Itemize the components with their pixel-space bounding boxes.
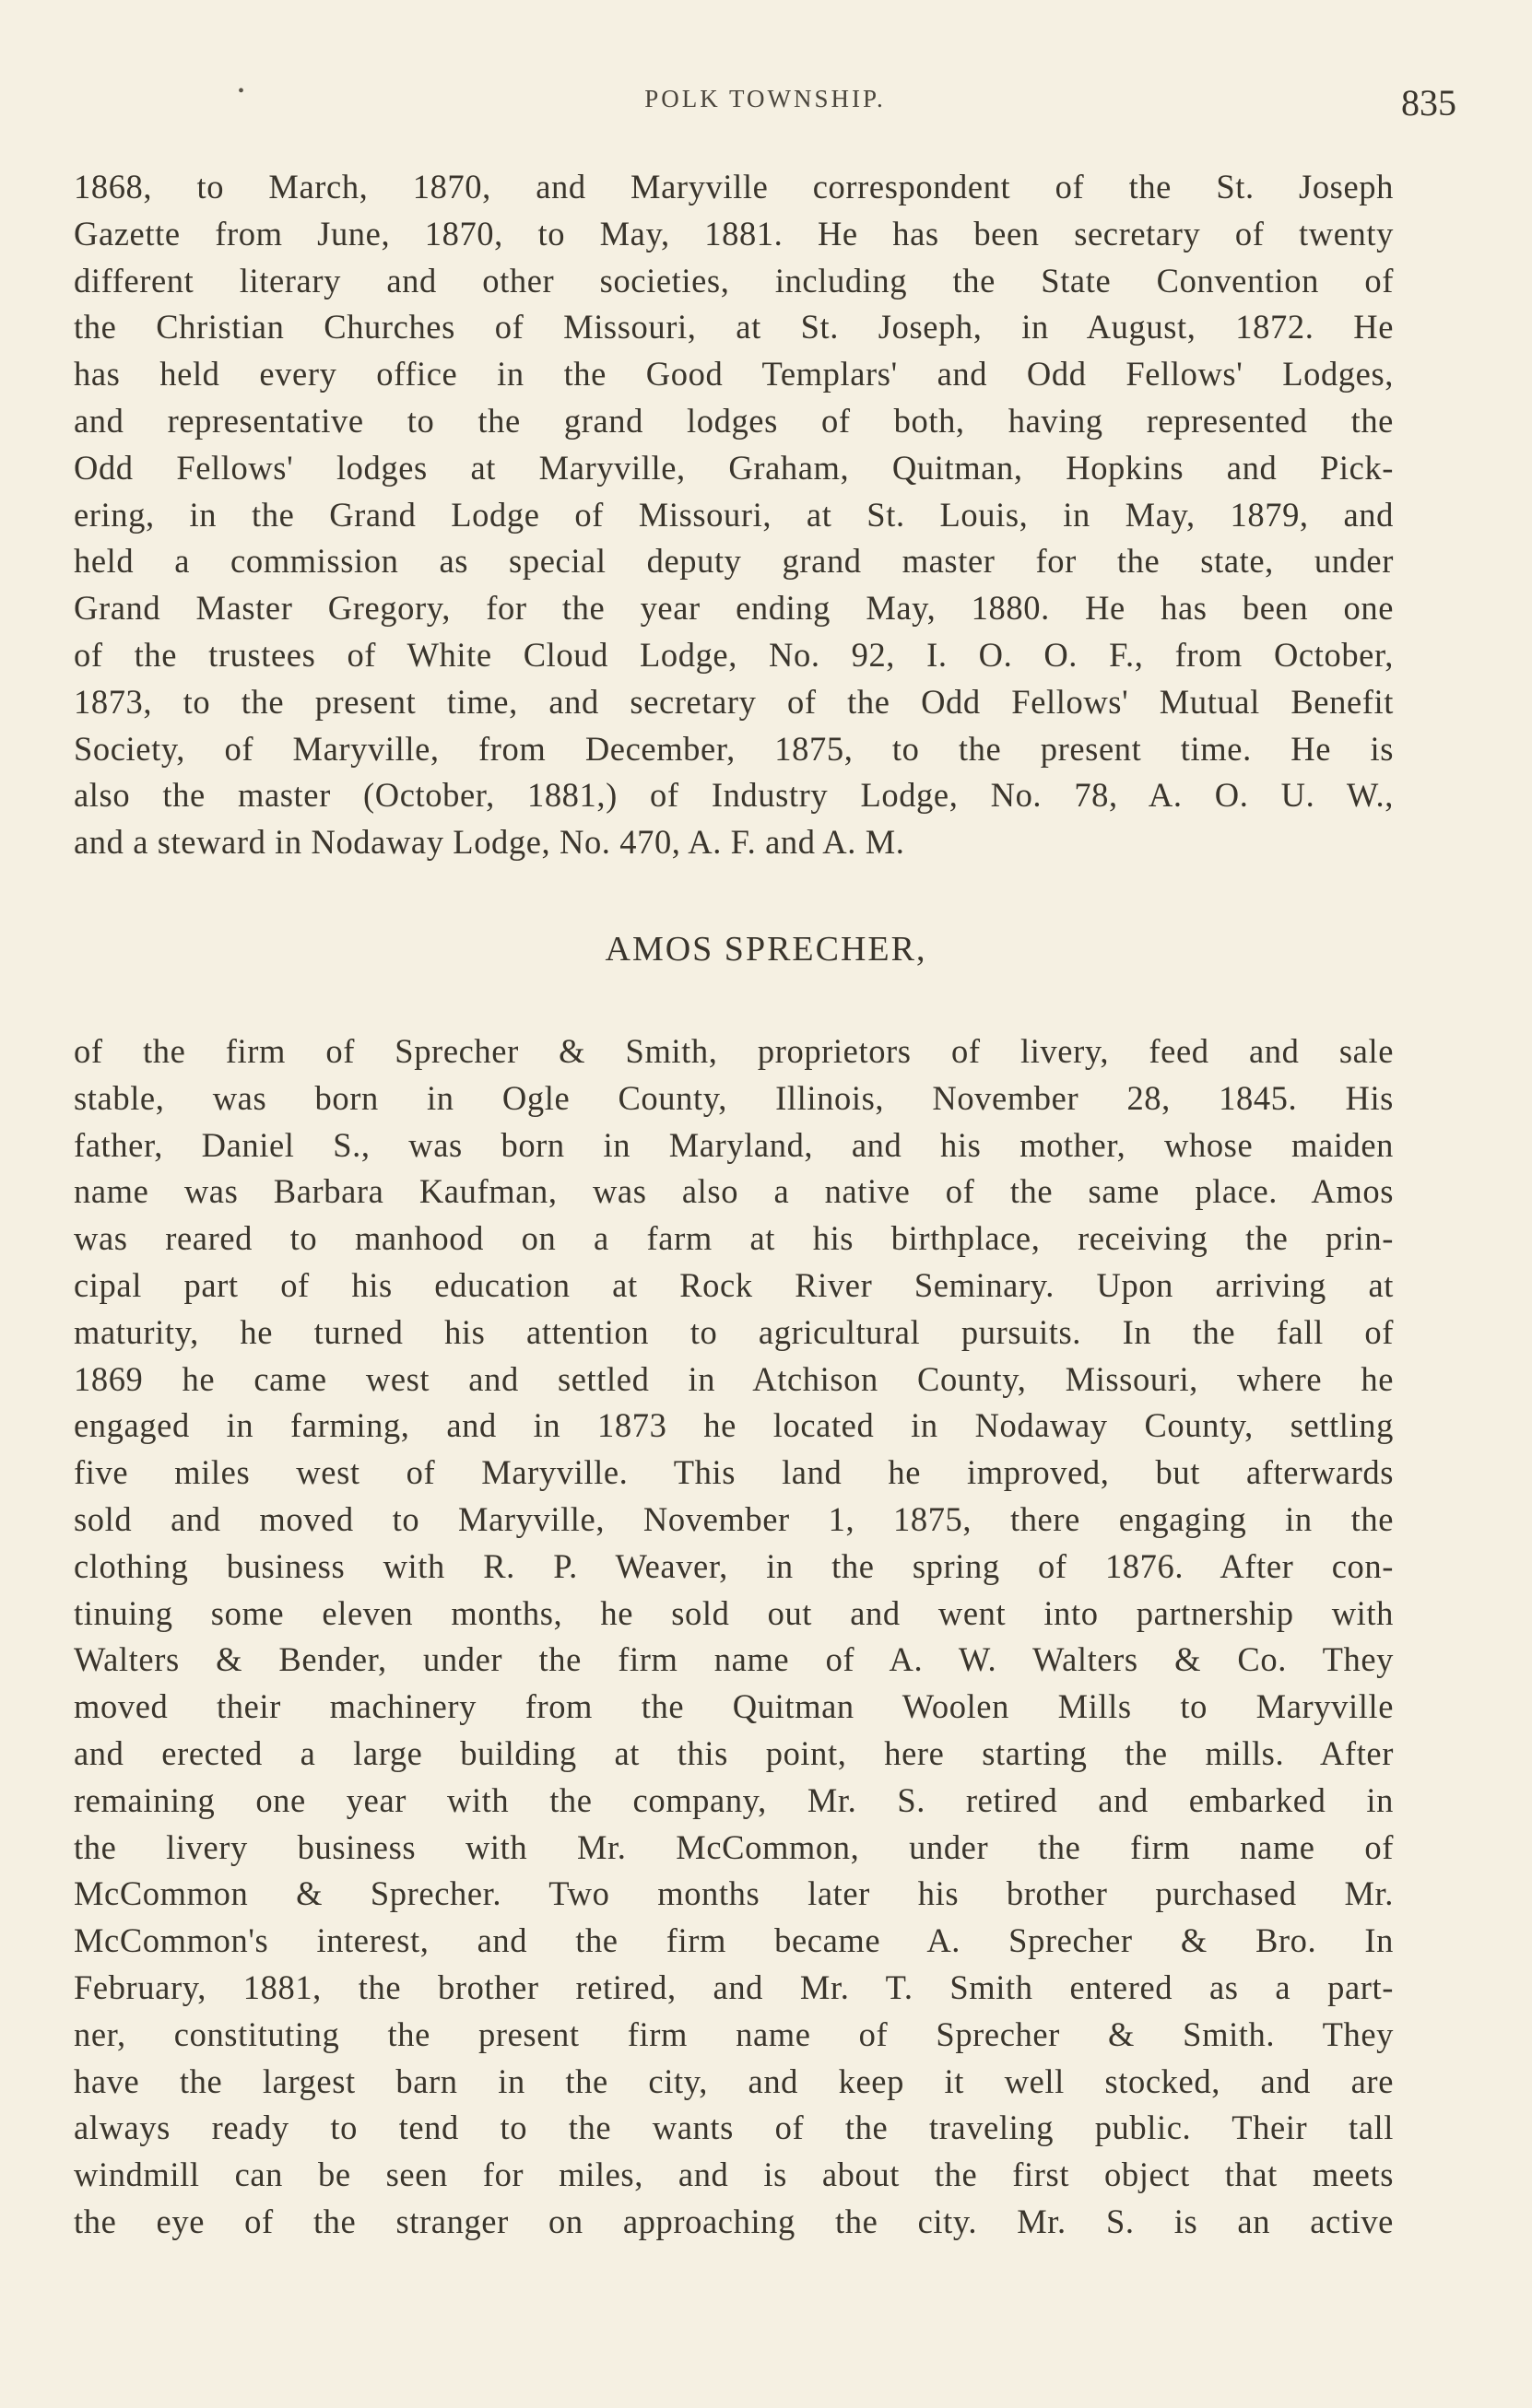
text-line: and a steward in Nodaway Lodge, No. 470, A. F. and A. M. xyxy=(74,823,905,862)
running-head xyxy=(74,81,1456,123)
text-line: cipal part of his education at Rock River Seminary. Upon arriving at xyxy=(74,1265,1394,1304)
text-line: 1873, to the present time, and secretary of the Odd Fellows' Mutual Benefit xyxy=(74,682,1394,721)
text-line: remaining one year with the company, Mr. S. retired and embarked in xyxy=(74,1780,1394,1819)
text-line: tinuing some eleven months, he sold out and went into partnership with xyxy=(74,1593,1394,1632)
text-line: the Christian Churches of Missouri, at St. Joseph, in August, 1872. He xyxy=(74,308,1394,347)
text-line: windmill can be seen for miles, and is about the first object that meets xyxy=(74,2155,1394,2194)
text-line: Grand Master Gregory, for the year ending May, 1880. He has been one xyxy=(74,589,1394,628)
text-line: February, 1881, the brother retired, and Mr. T. Smith entered as a part- xyxy=(74,1968,1394,2006)
text-line: father, Daniel S., was born in Maryland, and his mother, whose maiden xyxy=(74,1125,1394,1164)
text-line: of the trustees of White Cloud Lodge, No. 92, I. O. O. F., from October, xyxy=(74,635,1394,674)
text-line: the eye of the stranger on approaching the city. Mr. S. is an active xyxy=(74,2202,1394,2240)
text-line: Society, of Maryville, from December, 1875, to the present time. He is xyxy=(74,729,1394,768)
text-line: 1869 he came west and settled in Atchison County, Missouri, where he xyxy=(74,1359,1394,1398)
text-line: McCommon & Sprecher. Two months later his brother purchased Mr. xyxy=(74,1874,1394,1913)
text-line: have the largest barn in the city, and keep it well stocked, and are xyxy=(74,2061,1394,2100)
text-line: the livery business with Mr. McCommon, under the firm name of xyxy=(74,1827,1394,1866)
text-line: engaged in farming, and in 1873 he located in Nodaway County, settling xyxy=(74,1406,1394,1445)
printer-mark: • xyxy=(238,81,245,101)
text-line: and representative to the grand lodges of both, having represented the xyxy=(74,401,1394,440)
text-line: ering, in the Grand Lodge of Missouri, at St. Louis, in May, 1879, and xyxy=(74,495,1394,534)
running-head-title: POLK TOWNSHIP. xyxy=(644,85,886,112)
text-line: of the firm of Sprecher & Smith, proprietors of livery, feed and sale xyxy=(74,1032,1394,1070)
text-line: maturity, he turned his attention to agricultural pursuits. In the fall of xyxy=(74,1312,1394,1351)
text-line: Walters & Bender, under the firm name of A. W. Walters & Co. They xyxy=(74,1640,1394,1679)
text-line: and erected a large building at this point, here starting the mills. After xyxy=(74,1733,1394,1772)
text-line: stable, was born in Ogle County, Illinois, November 28, 1845. His xyxy=(74,1078,1394,1117)
page-number: 835 xyxy=(1401,82,1456,123)
text-line: always ready to tend to the wants of the traveling public. Their tall xyxy=(74,2108,1394,2147)
text-line: Odd Fellows' lodges at Maryville, Graham, Quitman, Hopkins and Pick- xyxy=(74,448,1394,487)
paragraph-biography xyxy=(74,1028,1394,2246)
text-line: Gazette from June, 1870, to May, 1881. He has been secretary of twenty xyxy=(74,214,1394,253)
text-line: name was Barbara Kaufman, was also a native of the same place. Amos xyxy=(74,1172,1394,1211)
text-line: sold and moved to Maryville, November 1, 1875, there engaging in the xyxy=(74,1499,1394,1538)
text-line: moved their machinery from the Quitman Woolen Mills to Maryville xyxy=(74,1687,1394,1726)
section-heading: AMOS SPRECHER, xyxy=(605,930,927,969)
paragraph-continued xyxy=(74,164,1394,866)
text-line: McCommon's interest, and the firm became A. Sprecher & Bro. In xyxy=(74,1921,1394,1960)
text-line: has held every office in the Good Templars' and Odd Fellows' Lodges, xyxy=(74,355,1394,394)
text-line: also the master (October, 1881,) of Industry Lodge, No. 78, A. O. U. W., xyxy=(74,776,1394,815)
text-line: five miles west of Maryville. This land he improved, but afterwards xyxy=(74,1453,1394,1492)
text-line: clothing business with R. P. Weaver, in the spring of 1876. After con- xyxy=(74,1546,1394,1585)
text-line: different literary and other societies, including the State Convention of xyxy=(74,261,1394,300)
text-line: held a commission as special deputy grand master for the state, under xyxy=(74,542,1394,581)
text-line: was reared to manhood on a farm at his birthplace, receiving the prin- xyxy=(74,1219,1394,1258)
text-line: 1868, to March, 1870, and Maryville correspondent of the St. Joseph xyxy=(74,168,1394,206)
text-line: ner, constituting the present firm name of Sprecher & Smith. They xyxy=(74,2014,1394,2053)
